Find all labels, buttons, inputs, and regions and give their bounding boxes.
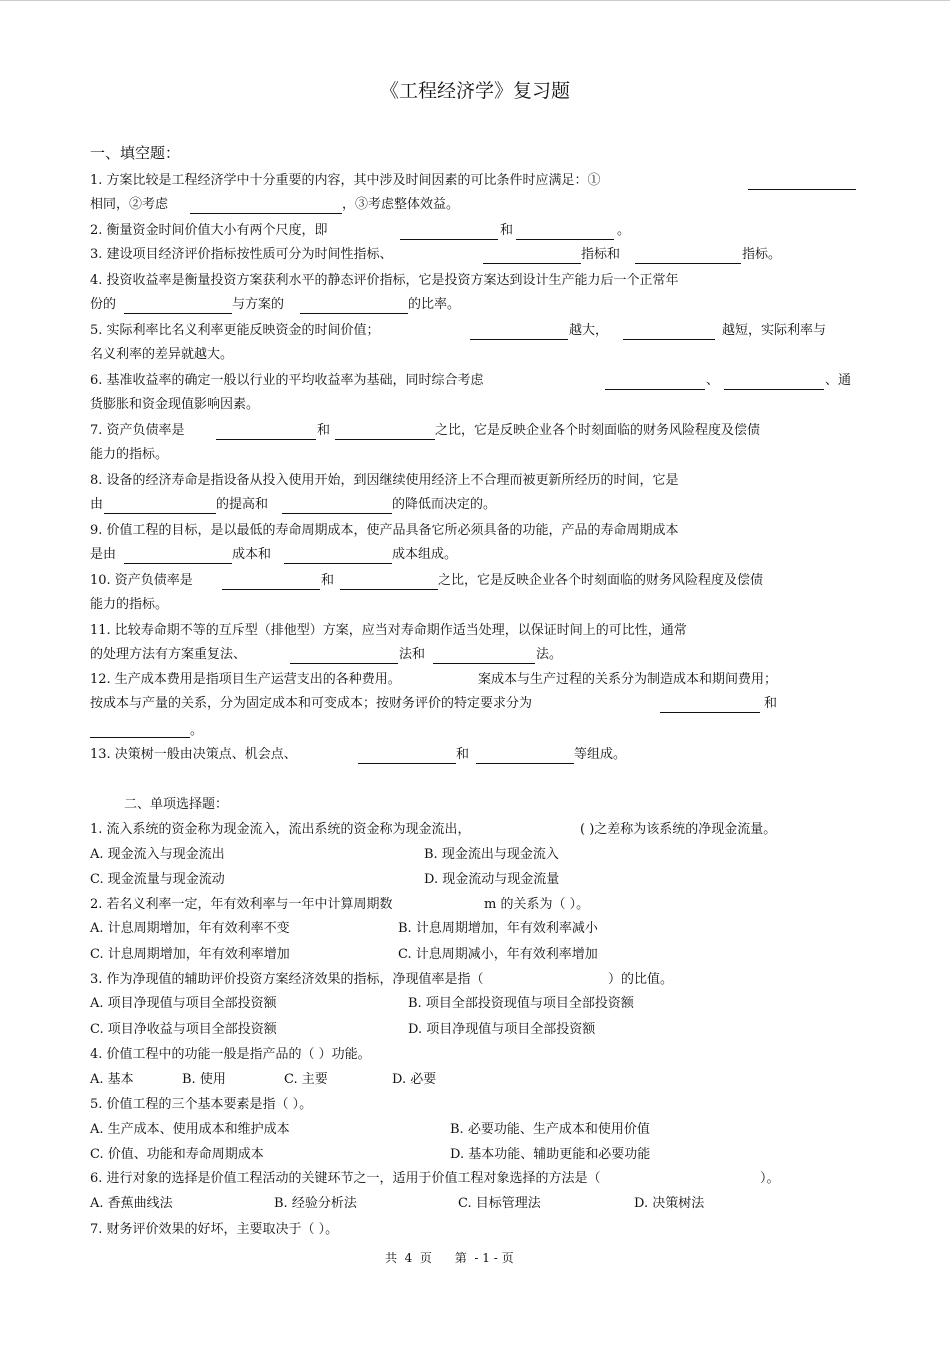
q10-line1c: 之比，它是反映企业各个时刻面临的财务风险程度及偿债 — [438, 573, 764, 588]
blank-q4-1 — [124, 312, 232, 314]
q5-line1b: 越大， — [569, 323, 609, 338]
q3-text: 3. 建设项目经济评价指标按性质可分为时间性指标、 — [90, 247, 393, 262]
q4-line2c: 的比率。 — [408, 297, 461, 312]
q3-end: 指标。 — [742, 247, 782, 262]
mc-q4-text: 4. 价值工程中的功能一般是指产品的（ ）功能。 — [90, 1047, 371, 1062]
q9-line2c: 成本组成。 — [392, 547, 458, 562]
blank-q8-1 — [104, 512, 216, 514]
q1-line1: 1. 方案比较是工程经济学中十分重要的内容，其中涉及时间因素的可比条件时应满足：① — [90, 173, 601, 188]
q11-line2b: 法和 — [399, 647, 426, 662]
mc-q5-option-d: D. 基本功能、辅助更能和必要功能 — [450, 1147, 651, 1162]
q4-line2a: 份的 — [90, 297, 117, 312]
mc-q5-option-c: C. 价值、功能和寿命周期成本 — [90, 1147, 264, 1162]
mc-q1-option-a: A. 现金流入与现金流出 — [90, 847, 225, 862]
mc-q6-option-c: C. 目标管理法 — [458, 1196, 541, 1211]
q7-and: 和 — [317, 423, 331, 438]
page-border — [0, 0, 950, 1]
mc-q1-text: 1. 流入系统的资金称为现金流入，流出系统的资金称为现金流出， — [90, 822, 471, 837]
blank-q5-2 — [623, 338, 715, 340]
q8-line2c: 的降低而决定的。 — [392, 497, 497, 512]
q9-line1: 9. 价值工程的目标，是以最低的寿命周期成本，使产品具备它所必须具备的功能，产品的寿命周期成本 — [90, 523, 679, 538]
mc-q2-paren: m 的关系为（ ）。 — [484, 897, 590, 912]
blank-q13-2 — [476, 762, 574, 764]
mc-q5-option-a: A. 生产成本、使用成本和维护成本 — [90, 1122, 290, 1137]
q2-and: 和 — [500, 223, 514, 238]
mc-q1-paren: ( )之差称为该系统的净现金流量。 — [580, 822, 777, 837]
blank-q6-1 — [605, 388, 705, 390]
mc-q4-option-a: A. 基本 — [90, 1072, 134, 1087]
mc-q4-option-c: C. 主要 — [284, 1072, 328, 1087]
page-title: 《工程经济学》复习题 — [379, 80, 570, 102]
q5-line1a: 5. 实际利率比名义利率更能反映资金的时间价值； — [90, 323, 380, 338]
section-heading-single-choice: 二、单项选择题： — [124, 797, 229, 812]
q7-line2: 能力的指标。 — [90, 447, 169, 462]
page-footer: 共 4 页 第 - 1 - 页 — [385, 1251, 514, 1265]
q10-line2: 能力的指标。 — [90, 597, 169, 612]
blank-q12-2 — [90, 736, 190, 738]
q12-and: 和 — [764, 696, 778, 711]
q1-line2b: ，③考虑整体效益。 — [342, 197, 460, 212]
q4-line1: 4. 投资收益率是衡量投资方案获利水平的静态评价指标，它是投资方案达到设计生产能力后一个正常年 — [90, 273, 679, 288]
q2-end: 。 — [617, 223, 631, 238]
q6-line1c: 、通 — [825, 373, 852, 388]
mc-q2-option-a: A. 计息周期增加，年有效利率不变 — [90, 921, 290, 936]
q13-line1a: 13. 决策树一般由决策点、机会点、 — [90, 747, 297, 762]
q11-line2a: 的处理方法有方案重复法、 — [90, 647, 247, 662]
blank-q7-1 — [216, 438, 316, 440]
blank-q2-1 — [400, 238, 498, 240]
mc-q6-option-b: B. 经验分析法 — [274, 1196, 357, 1211]
q5-line2: 名义利率的差异就越大。 — [90, 347, 234, 362]
mc-q1-option-d: D. 现金流动与现金流量 — [424, 872, 560, 887]
mc-q3-text: 3. 作为净现值的辅助评价投资方案经济效果的指标，净现值率是指（ — [90, 972, 484, 987]
q7-line1a: 7. 资产负债率是 — [90, 423, 185, 438]
q10-line1a: 10. 资产负债率是 — [90, 573, 193, 588]
q6-sep: 、 — [706, 373, 720, 388]
mc-q7-text: 7. 财务评价效果的好坏，主要取决于（ ）。 — [90, 1222, 339, 1237]
blank-q1-2 — [190, 212, 342, 214]
mc-q3-option-c: C. 项目净收益与项目全部投资额 — [90, 1022, 277, 1037]
q8-line2a: 由 — [90, 497, 104, 512]
q13-end: 等组成。 — [574, 747, 627, 762]
blank-q3-1 — [483, 262, 581, 264]
q12-line2a: 按成本与产量的关系，分为固定成本和可变成本；按财务评价的特定要求分为 — [90, 696, 533, 711]
mc-q3-paren: ）的比值。 — [608, 972, 674, 987]
blank-q9-2 — [284, 562, 392, 564]
blank-q1-1 — [748, 188, 856, 190]
q12-line1a: 12. 生产成本费用是指项目生产运营支出的各种费用。 — [90, 672, 401, 687]
mc-q6-text: 6. 进行对象的选择是价值工程活动的关键环节之一，适用于价值工程对象选择的方法是（ — [90, 1171, 601, 1186]
q5-line1c: 越短，实际利率与 — [722, 323, 827, 338]
mc-q6-paren: ）。 — [760, 1171, 780, 1186]
mc-q1-option-c: C. 现金流量与现金流动 — [90, 872, 225, 887]
blank-q4-2 — [300, 312, 408, 314]
mc-q2-option-d: C. 计息周期减小，年有效利率增加 — [398, 947, 598, 962]
mc-q3-option-a: A. 项目净现值与项目全部投资额 — [90, 996, 277, 1011]
q1-line2a: 相同，②考虑 — [90, 197, 169, 212]
q12-end: 。 — [190, 723, 204, 738]
blank-q7-2 — [335, 438, 435, 440]
section-heading-fill-blank: 一、填空题： — [90, 144, 181, 162]
mc-q6-option-d: D. 决策树法 — [634, 1196, 705, 1211]
q2-text: 2. 衡量资金时间价值大小有两个尺度，即 — [90, 223, 328, 238]
q7-line1c: 之比，它是反映企业各个时刻面临的财务风险程度及偿债 — [435, 423, 761, 438]
q13-and: 和 — [456, 747, 470, 762]
blank-q12-1 — [660, 711, 760, 713]
blank-q2-2 — [516, 238, 614, 240]
q11-line2c: 法。 — [536, 647, 563, 662]
blank-q13-1 — [358, 762, 456, 764]
blank-q9-1 — [124, 562, 232, 564]
mc-q5-option-b: B. 必要功能、生产成本和使用价值 — [450, 1122, 650, 1137]
mc-q1-option-b: B. 现金流出与现金流入 — [424, 847, 559, 862]
mc-q5-text: 5. 价值工程的三个基本要素是指（ ）。 — [90, 1097, 313, 1112]
blank-q11-1 — [290, 662, 398, 664]
blank-q8-2 — [282, 512, 392, 514]
blank-q6-2 — [724, 388, 824, 390]
mc-q6-option-a: A. 香蕉曲线法 — [90, 1196, 173, 1211]
q8-line1: 8. 设备的经济寿命是指设备从投入使用开始，到因继续使用经济上不合理而被更新所经历的时间，它是 — [90, 473, 679, 488]
q11-line1: 11. 比较寿命期不等的互斥型（排他型）方案，应当对寿命期作适当处理，以保证时间上的可比性，通常 — [90, 623, 687, 638]
blank-q5-1 — [470, 338, 568, 340]
q4-line2b: 与方案的 — [232, 297, 285, 312]
q10-and: 和 — [321, 573, 335, 588]
mc-q4-option-d: D. 必要 — [392, 1072, 437, 1087]
q8-line2b: 的提高和 — [216, 497, 269, 512]
q6-line2: 货膨胀和资金现值影响因素。 — [90, 397, 260, 412]
mc-q3-option-b: B. 项目全部投资现值与项目全部投资额 — [408, 996, 634, 1011]
mc-q4-option-b: B. 使用 — [182, 1072, 226, 1087]
blank-q3-2 — [635, 262, 741, 264]
blank-q10-1 — [222, 588, 320, 590]
blank-q11-2 — [433, 662, 535, 664]
q9-line2b: 成本和 — [232, 547, 272, 562]
q6-line1a: 6. 基准收益率的确定一般以行业的平均收益率为基础，同时综合考虑 — [90, 373, 484, 388]
mc-q2-option-b: B. 计息周期增加，年有效利率减小 — [398, 921, 598, 936]
q9-line2a: 是由 — [90, 547, 117, 562]
mc-q3-option-d: D. 项目净现值与项目全部投资额 — [408, 1022, 596, 1037]
mc-q2-text: 2. 若名义利率一定，年有效利率与一年中计算周期数 — [90, 897, 393, 912]
q12-line1b: 案成本与生产过程的关系分为制造成本和期间费用； — [478, 672, 778, 687]
blank-q10-2 — [340, 588, 438, 590]
q3-mid: 指标和 — [581, 247, 621, 262]
mc-q2-option-c: C. 计息周期增加，年有效利率增加 — [90, 947, 290, 962]
